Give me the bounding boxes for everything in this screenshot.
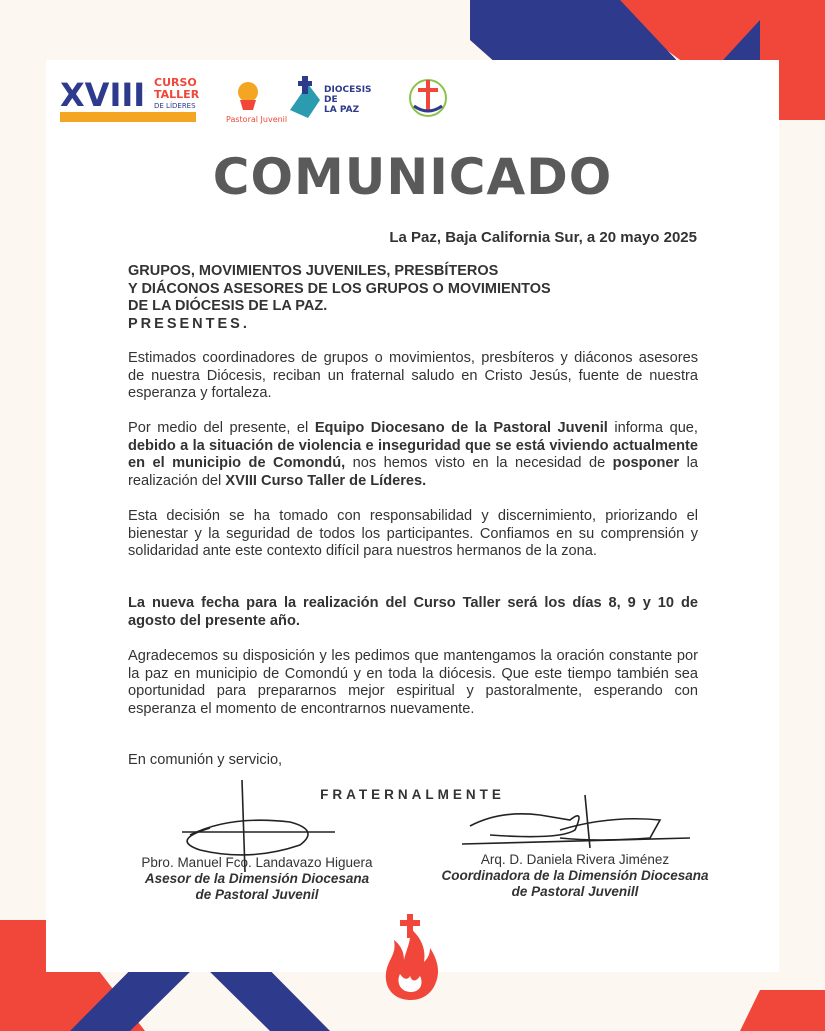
addressee-line: Y DIÁCONOS ASESORES DE LOS GRUPOS O MOVIMIENTOS <box>128 280 551 297</box>
paragraph-decision: Esta decisión se ha tomado con responsabilidad y discernimiento, priorizando el bienestar y la seguridad de todos los participantes. Confiamos en su comprensión y solidaridad ante este contexto difícil para nuestros hermanos de la zona. <box>128 508 698 560</box>
signatory-role: Asesor de la Dimensión Diocesana <box>144 871 370 886</box>
text-run: la realización del <box>128 455 698 489</box>
svg-text:CURSO: CURSO <box>154 76 197 89</box>
svg-text:DE LÍDERES: DE LÍDERES <box>154 102 196 110</box>
signatory-role: de Pastoral Juvenill <box>511 884 639 899</box>
date-line: La Paz, Baja California Sur, a 20 mayo 2025 <box>389 229 697 246</box>
text-run-bold: debido a la situación de violencia e inseguridad que se está viviendo actualmente en el municipio de Comondú, <box>128 437 698 472</box>
signatory-left <box>112 855 402 903</box>
text-run-bold: posponer <box>612 455 680 472</box>
text-run-bold: XVIII Curso Taller de Líderes. <box>225 472 427 489</box>
text-run: nos hemos visto en la necesidad de <box>345 455 613 472</box>
svg-text:DE: DE <box>324 95 338 105</box>
fraternalmente-heading: FRATERNALMENTE <box>320 787 505 802</box>
addressee-line: DE LA DIÓCESIS DE LA PAZ. <box>128 298 328 314</box>
flame-cross-icon <box>380 910 442 1002</box>
paragraph-thanks: Agradecemos su disposición y les pedimos que mantengamos la oración constante por la paz en municipio de Comondú y en toda la diócesis. Que este tiempo también sea oportunidad para prepararnos mejor espiritual y pastoralmente, esperando con esperanza el momento de encontrarnos nuevamente. <box>128 648 698 717</box>
signatory-name: Pbro. Manuel Fco. Landavazo Higuera <box>141 855 373 870</box>
paragraph-greeting: Estimados coordinadores de grupos o movimientos, presbíteros y diáconos asesores de nuestra Diócesis, reciban un fraternal saludo en Cristo Jesús, fuente de nuestra esperanza y fortaleza. <box>128 350 698 402</box>
addressee-line: GRUPOS, MOVIMIENTOS JUVENILES, PRESBÍTEROS <box>128 263 499 279</box>
svg-text:LA PAZ: LA PAZ <box>324 105 360 115</box>
signature-right <box>462 795 690 848</box>
bottom-right-red-edge <box>740 990 825 1031</box>
page-title: COMUNICADO <box>212 148 613 206</box>
svg-text:Pastoral Juvenil: Pastoral Juvenil <box>226 115 288 124</box>
svg-text:TALLER: TALLER <box>154 88 200 101</box>
text-run: Por medio del presente, el <box>128 420 315 436</box>
signatory-right <box>415 852 735 900</box>
signatory-name: Arq. D. Daniela Rivera Jiménez <box>480 852 670 867</box>
signatory-role: de Pastoral Juvenil <box>195 887 319 902</box>
text-run-bold: Equipo Diocesano de la Pastoral Juvenil <box>314 420 608 436</box>
presentes-line: PRESENTES. <box>128 315 250 332</box>
paragraph-new-date: La nueva fecha para la realización del Curso Taller será los días 8, 9 y 10 de agosto del presente año. <box>128 595 698 629</box>
closing-line: En comunión y servicio, <box>128 752 283 768</box>
svg-text:XVIII: XVIII <box>60 76 146 114</box>
signatory-role: Coordinadora de la Dimensión Diocesana <box>441 868 709 883</box>
svg-text:DIOCESIS: DIOCESIS <box>324 85 372 95</box>
text-run: informa que, <box>607 420 698 436</box>
